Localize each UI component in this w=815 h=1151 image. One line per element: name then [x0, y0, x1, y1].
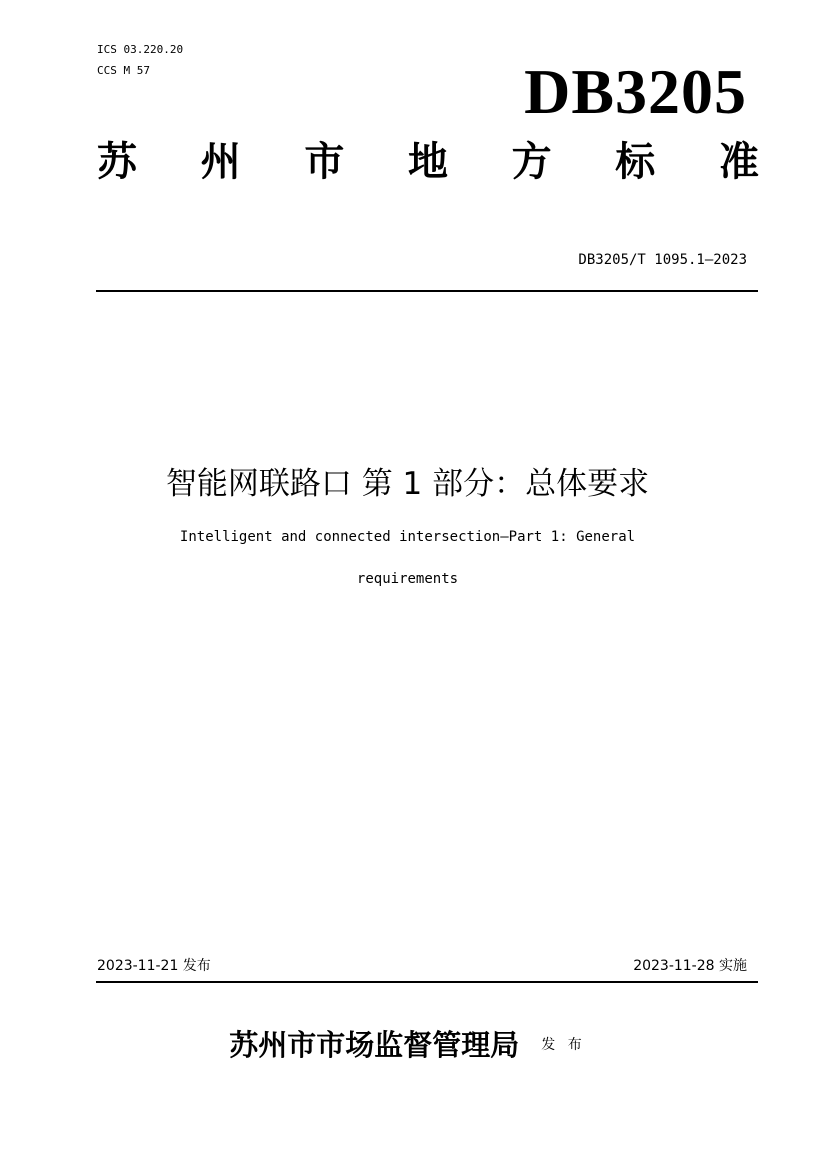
- publish-action: 发 布: [541, 1037, 586, 1053]
- standard-type-heading: [97, 138, 759, 186]
- standard-type-char: 方: [511, 138, 552, 185]
- standard-type-char: 地: [407, 138, 448, 185]
- document-title-english-line-1: Intelligent and connected intersection—Part 1: General: [179, 529, 636, 545]
- standard-type-char: 苏: [97, 138, 137, 185]
- db-standard-mark: DB3205: [524, 56, 747, 127]
- publisher-line: [0, 1023, 815, 1067]
- document-title-chinese: 智能网联路口 第 1 部分：总体要求: [165, 466, 650, 502]
- ccs-code: CCS M 57: [97, 64, 150, 77]
- ics-code: ICS 03.220.20: [97, 43, 184, 56]
- standard-type-char: 州: [200, 138, 241, 185]
- standard-type-char: 市: [304, 138, 345, 185]
- issue-date: 2023-11-21 发布: [97, 958, 211, 974]
- standard-type-char: 标: [615, 138, 656, 185]
- footer-divider: [96, 981, 758, 983]
- publisher-name: 苏州市市场监督管理局: [229, 1028, 520, 1062]
- header-divider: [96, 290, 758, 292]
- document-title-english-line-2: requirements: [356, 571, 459, 587]
- implementation-date: 2023-11-28 实施: [633, 958, 747, 974]
- standard-type-char: 准: [718, 138, 759, 185]
- standard-number: DB3205/T 1095.1—2023: [578, 252, 747, 268]
